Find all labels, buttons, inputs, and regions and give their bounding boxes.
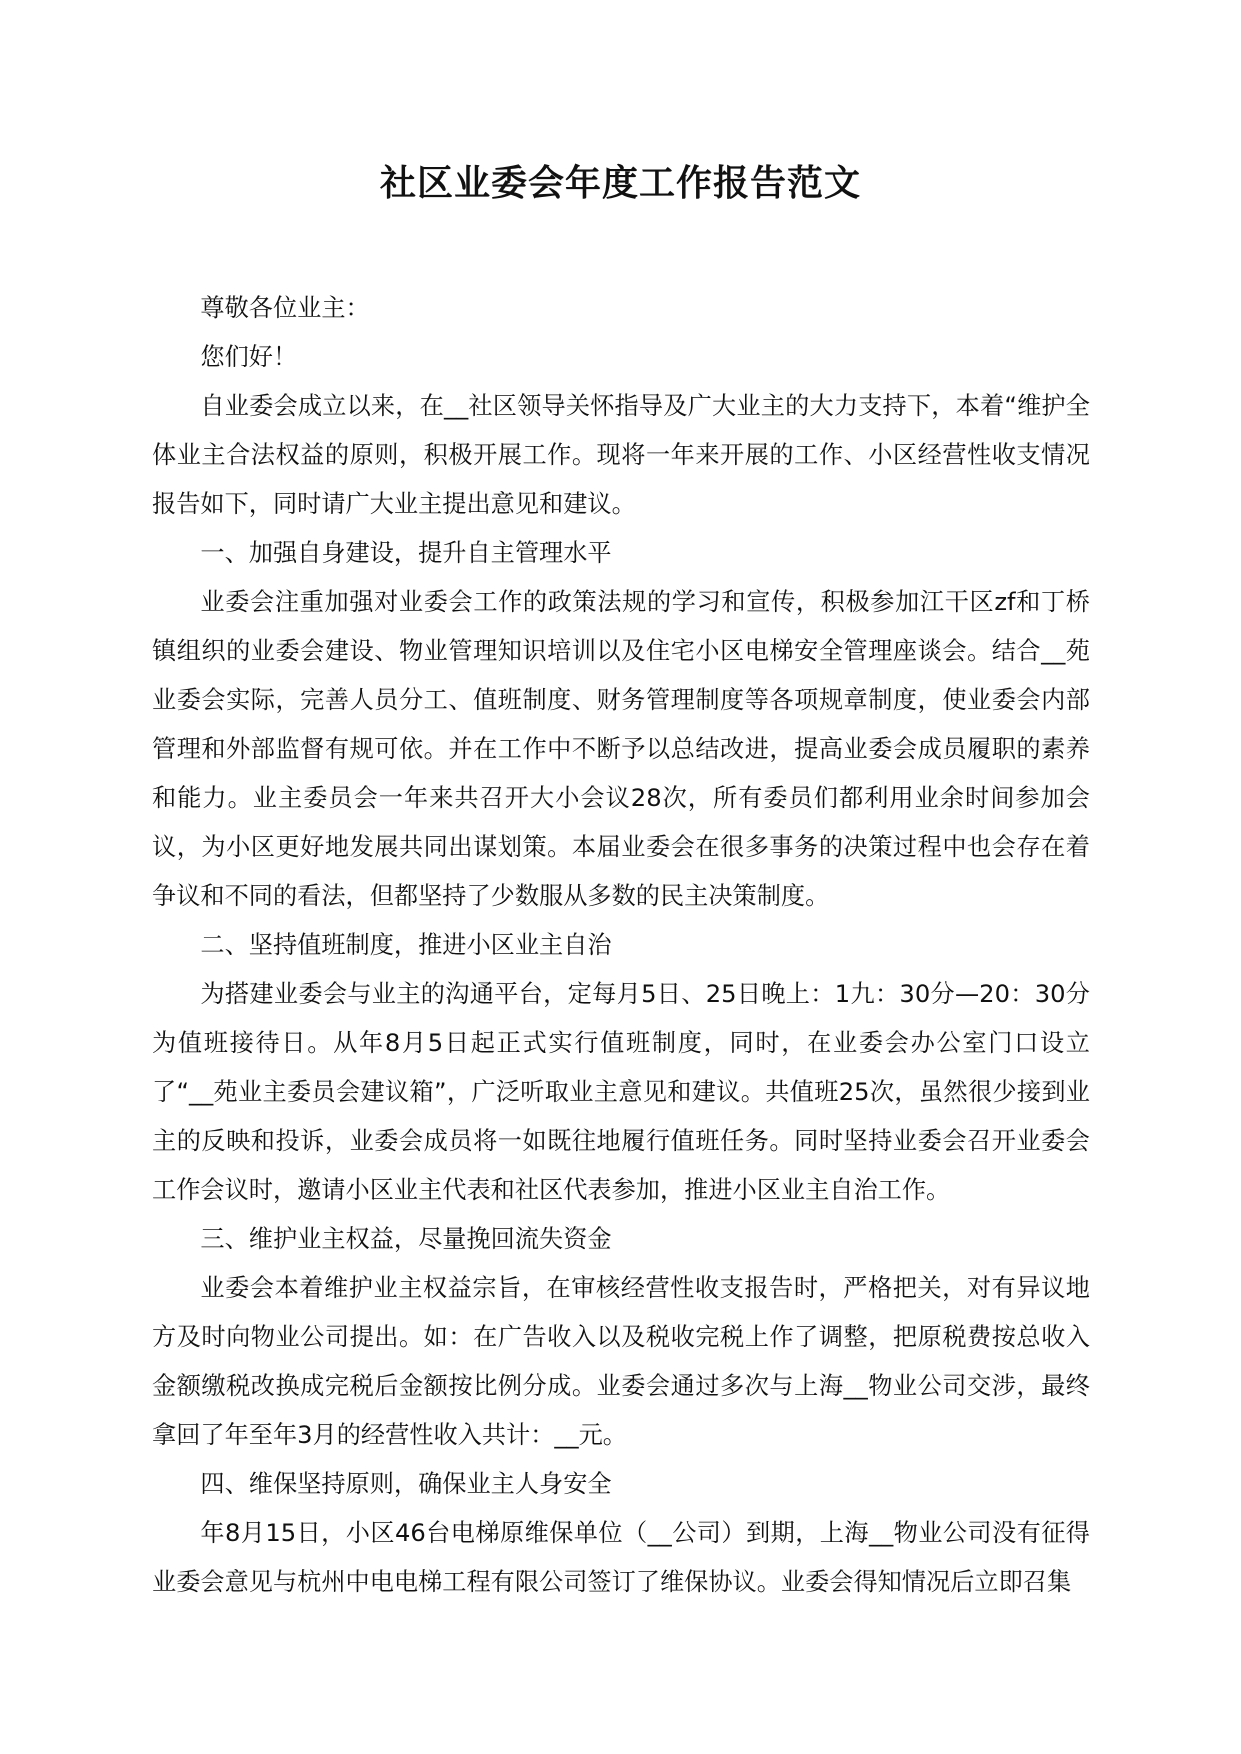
section-body-4: 年8月15日，小区46台电梯原维保单位（__公司）到期，上海__物业公司没有征得业委会意见与杭州中电电梯工程有限公司签订了维保协议。业委会得知情况后立即召集 (152, 1519, 1090, 1596)
section-heading-4: 四、维保坚持原则，确保业主人身安全 (200, 1470, 612, 1498)
document-title: 社区业委会年度工作报告范文 (379, 163, 861, 204)
document-body (152, 284, 1090, 1607)
section-heading-1: 一、加强自身建设，提升自主管理水平 (200, 539, 612, 567)
section-heading-2: 二、坚持值班制度，推进小区业主自治 (200, 931, 612, 959)
section-body-2: 为搭建业委会与业主的沟通平台，定每月5日、25日晚上：1九：30分—20：30分为值班接待日。从年8月5日起正式实行值班制度，同时，在业委会办公室门口设立了“__苑业主委员会建议箱”，广泛听取业主意见和建议。共值班25次，虽然很少接到业主的反映和投诉，业委会成员将一如既往地履行值班任务。同时坚持业委会召开业委会工作会议时，邀请小区业主代表和社区代表参加，推进小区业主自治工作。 (152, 980, 1090, 1204)
greeting: 您们好！ (200, 343, 298, 371)
section-heading-3: 三、维护业主权益，尽量挽回流失资金 (200, 1225, 612, 1253)
section-body-1: 业委会注重加强对业委会工作的政策法规的学习和宣传，积极参加江干区zf和丁桥镇组织的业委会建设、物业管理知识培训以及住宅小区电梯安全管理座谈会。结合__苑业委会实际，完善人员分工、值班制度、财务管理制度等各项规章制度，使业委会内部管理和外部监督有规可依。并在工作中不断予以总结改进，提高业委会成员履职的素养和能力。业主委员会一年来共召开大小会议28次，所有委员们都利用业余时间参加会议，为小区更好地发展共同出谋划策。本届业委会在很多事务的决策过程中也会存在着争议和不同的看法，但都坚持了少数服从多数的民主决策制度。 (152, 588, 1090, 910)
intro-paragraph: 自业委会成立以来，在__社区领导关怀指导及广大业主的大力支持下，本着“维护全体业主合法权益的原则，积极开展工作。现将一年来开展的工作、小区经营性收支情况报告如下，同时请广大业主提出意见和建议。 (152, 392, 1090, 518)
salutation: 尊敬各位业主： (200, 294, 370, 322)
section-body-3: 业委会本着维护业主权益宗旨，在审核经营性收支报告时，严格把关，对有异议地方及时向物业公司提出。如：在广告收入以及税收完税上作了调整，把原税费按总收入金额缴税改换成完税后金额按比例分成。业委会通过多次与上海__物业公司交涉，最终拿回了年至年3月的经营性收入共计：__元。 (152, 1274, 1090, 1449)
